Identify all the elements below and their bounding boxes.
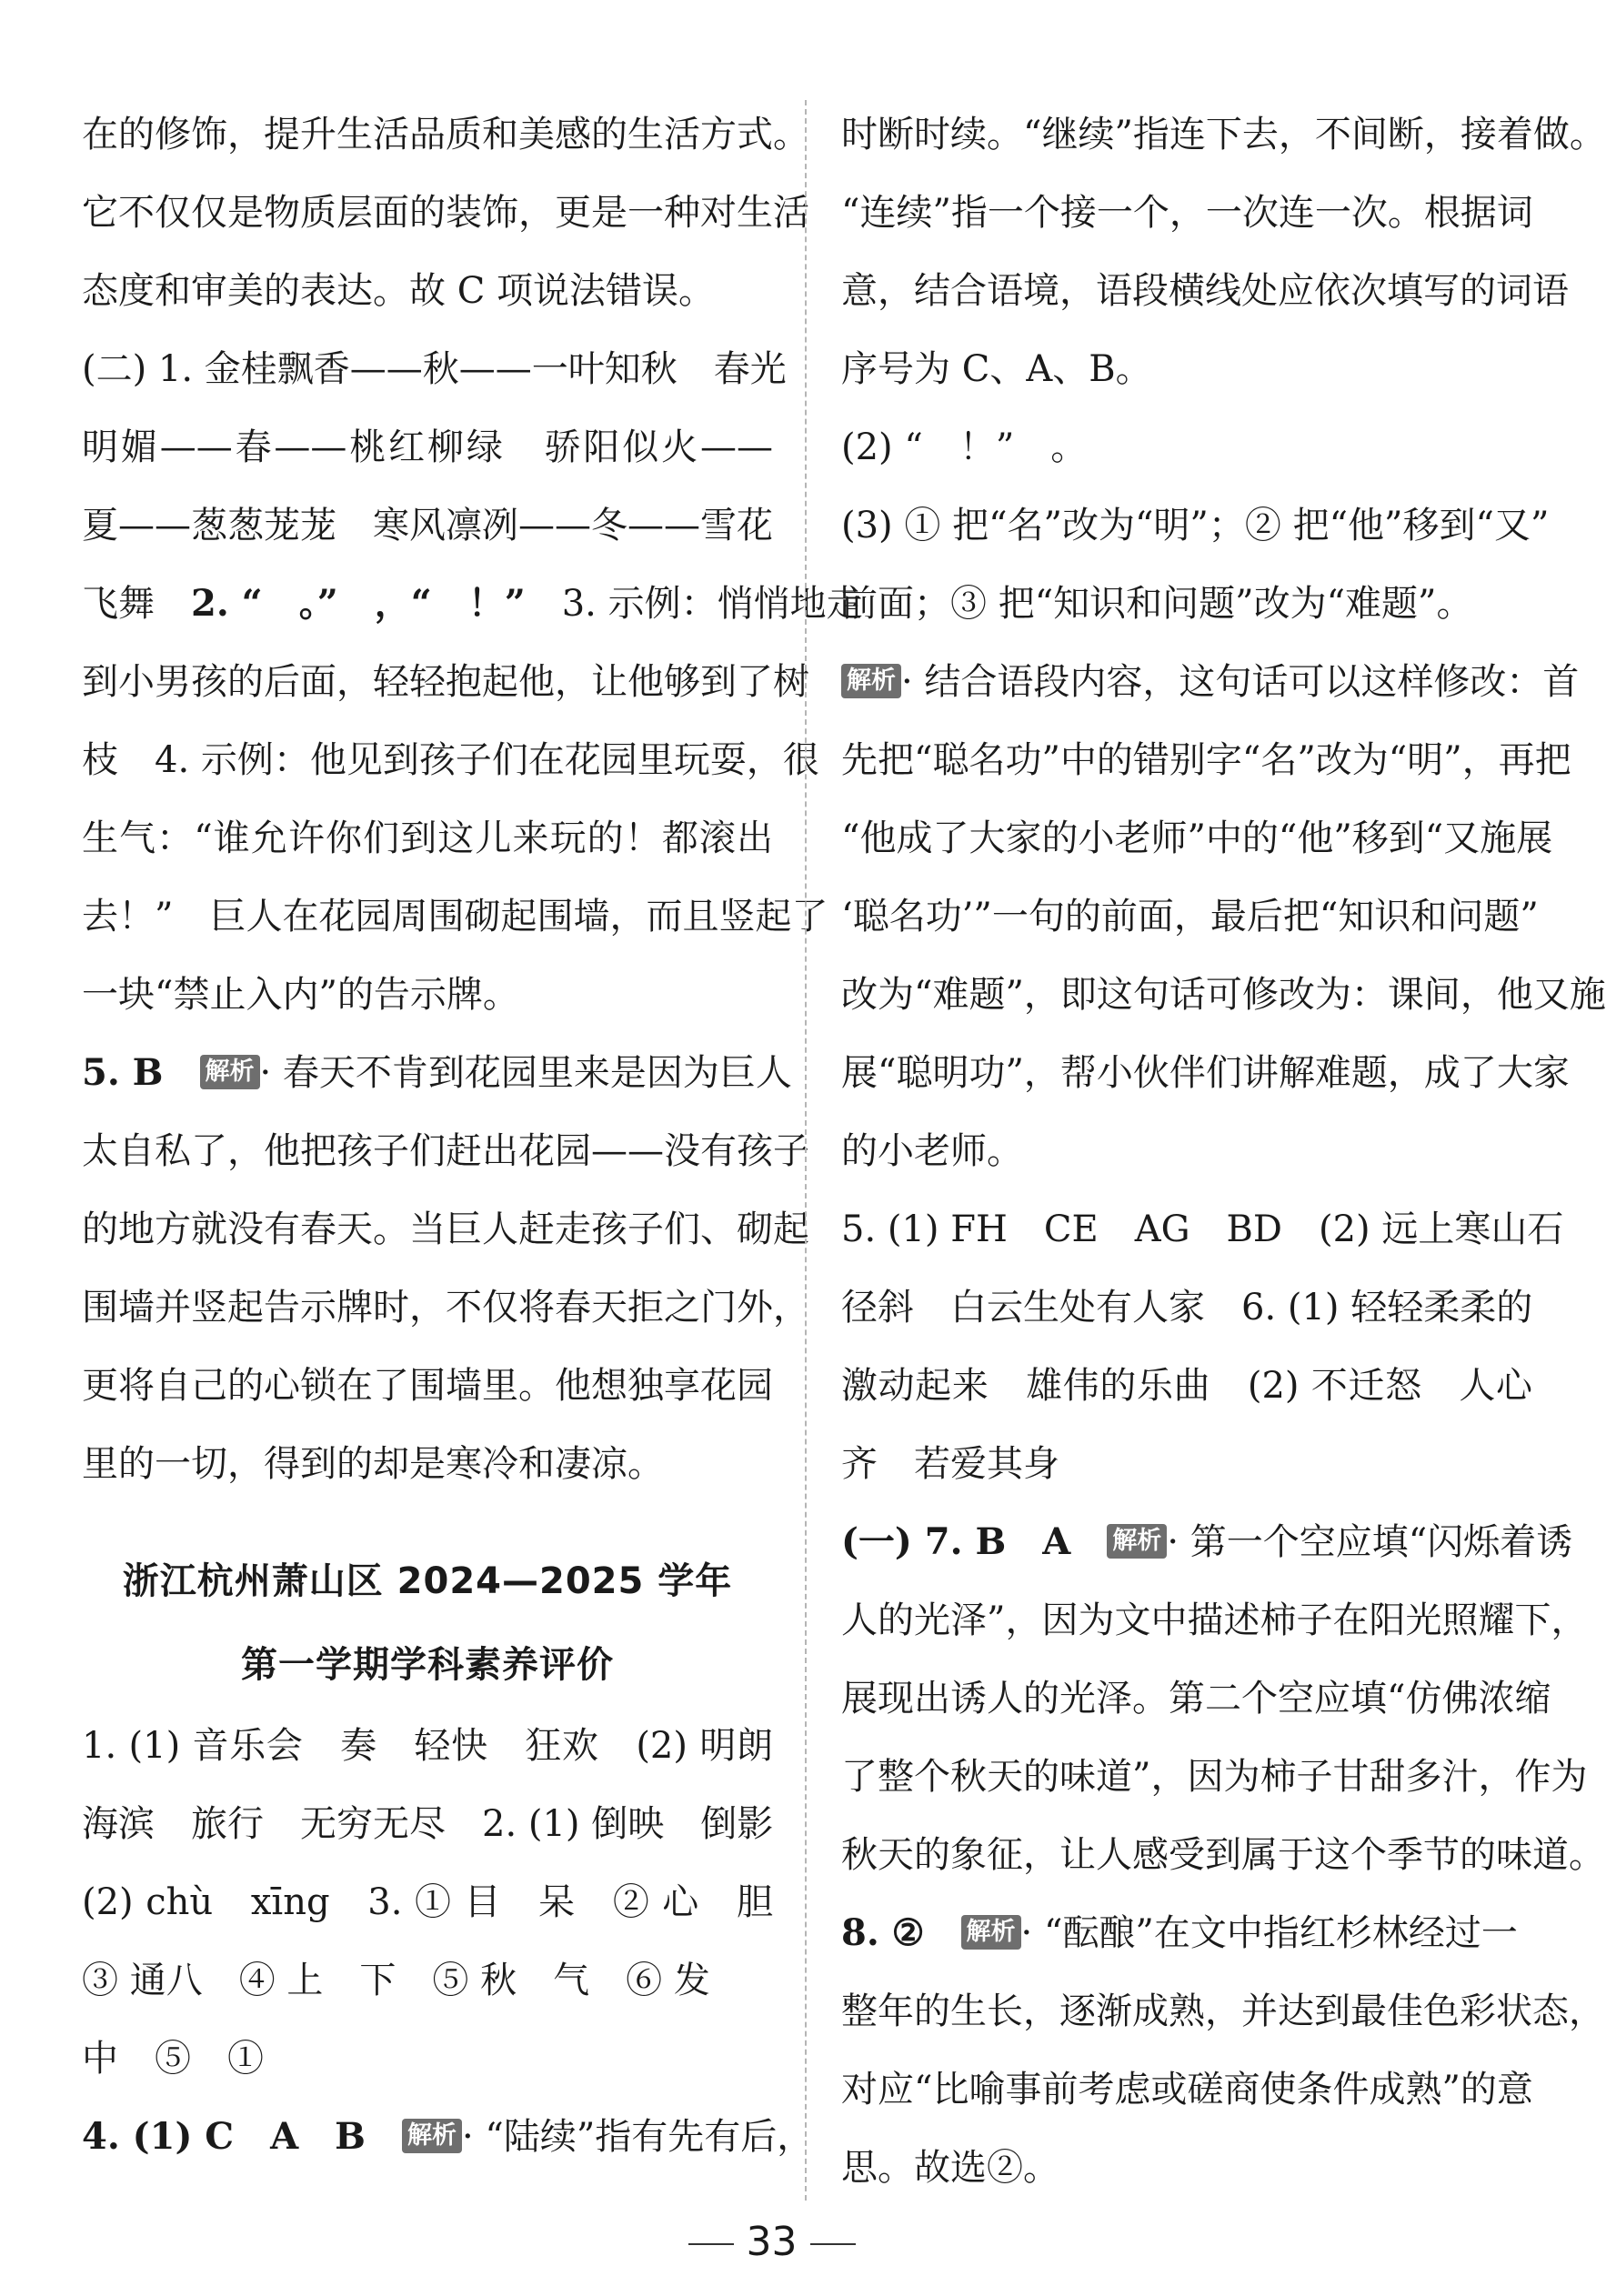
answer-line: (3) ① 把“名”改为“明”；② 把“他”移到“又”: [841, 505, 1550, 546]
text-line: 里的一切，得到的却是寒冷和凄凉。: [82, 1443, 664, 1485]
text: 飞舞: [82, 583, 191, 625]
answer-line: (2) “ ！” 。: [841, 426, 1088, 468]
text-line: 围墙并竖起告示牌时，不仅将春天拒之门外，: [82, 1287, 809, 1328]
text-line: 太自私了，他把孩子们赶出花园——没有孩子: [82, 1130, 809, 1172]
analysis-tag: 解析: [402, 2119, 462, 2153]
answer-item: 4. 示例：他见到孩子们在花园里玩耍，很: [155, 739, 819, 781]
text-line: 生气：“谁允许你们到这儿来玩的！都滚出: [82, 817, 773, 859]
text: 径斜 白云生处有人家: [841, 1287, 1241, 1328]
right-column: [841, 95, 1606, 2207]
answer-line: 海滨 旅行 无穷无尽 2. (1) 倒映 倒影: [82, 1803, 774, 1845]
text-line: 一块“禁止入内”的告示牌。: [82, 974, 519, 1016]
column-divider: [805, 100, 807, 2201]
text-line: ‘聪名功’”一句的前面，最后把“知识和问题”: [841, 896, 1539, 937]
text-line: 更将自己的心锁在了围墙里。他想独享花园: [82, 1365, 773, 1407]
analysis-line: [841, 643, 1580, 721]
text-line: 的地方就没有春天。当巨人赶走孩子们、砌起: [82, 1208, 809, 1250]
answer-item: 6. (1) 轻轻柔柔的: [1241, 1287, 1533, 1328]
answer-item: 3. 示例：悄悄地走: [561, 583, 863, 625]
answer-line: [841, 1268, 1532, 1347]
text-line: “他成了大家的小老师”中的“他”移到“又施展: [841, 817, 1553, 859]
left-column: [82, 95, 863, 2176]
analysis-tag: 解析: [1107, 1524, 1167, 1559]
text-line: 在的修饰，提升生活品质和美感的生活方式。: [82, 114, 809, 155]
text-line: 展“聪明功”，帮小伙伴们讲解难题，成了大家: [841, 1052, 1570, 1094]
dash-decoration: [688, 2243, 734, 2245]
text-line: 整年的生长，逐渐成熟，并达到最佳色彩状态，: [841, 1990, 1605, 2032]
text-line: 它不仅仅是物质层面的装饰，更是一种对生活: [82, 192, 809, 234]
answer-line: 中 ⑤ ①: [82, 2038, 264, 2080]
text: 枝: [82, 739, 155, 781]
section-title: 浙江杭州萧山区 2024—2025 学年: [122, 1560, 733, 1602]
analysis-tag: 解析: [961, 1915, 1021, 1950]
analysis-tag: 解析: [200, 1055, 260, 1089]
answer-line: [82, 721, 819, 799]
text-line: “连续”指一个接一个，一次连一次。根据词: [841, 192, 1533, 234]
analysis-text: · 结合语段内容，这句话可以这样修改：首: [901, 661, 1580, 703]
answer-line: (2) chù xīng 3. ① 目 呆 ② 心 胆: [82, 1881, 773, 1923]
page-number: [0, 2219, 1543, 2265]
answer-number: 5. B: [82, 1051, 200, 1094]
answer-line: [841, 1894, 1532, 1972]
analysis-tag: 解析: [841, 664, 901, 698]
analysis-text: · 春天不肯到花园里来是因为巨人: [259, 1052, 792, 1094]
answer-line: 夏——葱葱茏茏 寒风凛冽——冬——雪花: [82, 505, 773, 546]
answer-line: 1. (1) 音乐会 奏 轻快 狂欢 (2) 明朗: [82, 1725, 773, 1767]
analysis-text: · 第一个空应填“闪烁着诱: [1167, 1521, 1573, 1563]
text-line: 对应“比喻事前考虑或磋商使条件成熟”的意: [841, 2069, 1533, 2111]
answer-number: (一) 7. B A: [841, 1520, 1108, 1563]
answer-line: 齐 若爱其身: [841, 1443, 1059, 1485]
answer-item: 2. “ 。” ，“ ！”: [191, 582, 562, 625]
answer-line: [82, 1034, 792, 1112]
answer-line: 激动起来 雄伟的乐曲 (2) 不迁怒 人心: [841, 1365, 1532, 1407]
answer-line: ③ 通八 ④ 上 下 ⑤ 秋 气 ⑥ 发: [82, 1960, 710, 2001]
analysis-text: · “酝酿”在文中指红杉林经过一: [1020, 1912, 1518, 1954]
text-line: 秋天的象征，让人感受到属于这个季节的味道。: [841, 1834, 1605, 1876]
answer-line: 明媚——春——桃红柳绿 骄阳似火——: [82, 426, 773, 468]
text-line: 思。故选②。: [841, 2147, 1059, 2189]
analysis-text: · “陆续”指有先有后，: [461, 2116, 814, 2158]
text-line: 时断时续。“继续”指连下去，不间断，接着做。: [841, 114, 1606, 155]
answer-line: 前面；③ 把“知识和问题”改为“难题”。: [841, 583, 1473, 625]
text-line: 人的光泽”，因为文中描述柿子在阳光照耀下，: [841, 1599, 1588, 1641]
text-line: 去！” 巨人在花园周围砌起围墙，而且竖起了: [82, 896, 828, 937]
text-line: 序号为 C、A、B。: [841, 348, 1152, 390]
text-line: 改为“难题”，即这句话可修改为：课间，他又施: [841, 974, 1606, 1016]
text-line: 了整个秋天的味道”，因为柿子甘甜多汁，作为: [841, 1756, 1588, 1798]
text-line: 的小老师。: [841, 1130, 1023, 1172]
page-number-text: 33: [746, 2219, 798, 2265]
text-line: 先把“聪名功”中的错别字“名”改为“明”，再把: [841, 739, 1571, 781]
answer-line: 5. (1) FH CE AG BD (2) 远上寒山石: [841, 1208, 1564, 1250]
dash-decoration: [810, 2243, 856, 2245]
text-line: 态度和审美的表达。故 C 项说法错误。: [82, 270, 716, 312]
section-subtitle: 第一学期学科素养评价: [241, 1644, 614, 1686]
answer-line: [841, 1503, 1573, 1581]
answer-line: [82, 565, 863, 643]
text-line: 展现出诱人的光泽。第二个空应填“仿佛浓缩: [841, 1678, 1551, 1719]
answer-number: 4. (1) C A B: [82, 2115, 402, 2158]
text-line: 到小男孩的后面，轻轻抱起他，让他够到了树: [82, 661, 809, 703]
text-line: 意，结合语境，语段横线处应依次填写的词语: [841, 270, 1569, 312]
answer-line: (二) 1. 金桂飘香——秋——一叶知秋 春光: [82, 348, 787, 390]
answer-number: 8. ②: [841, 1911, 961, 1954]
answer-line: [82, 2098, 814, 2176]
